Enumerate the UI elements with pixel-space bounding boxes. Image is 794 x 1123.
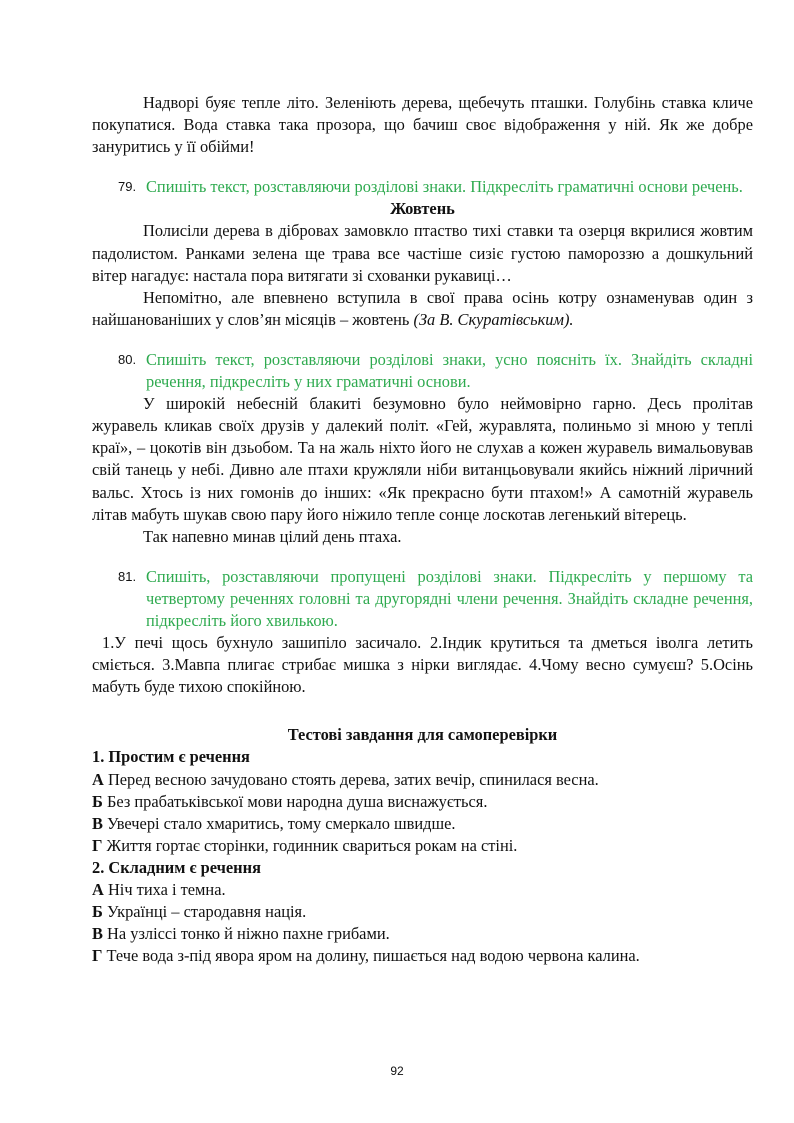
test-title: Тестові завдання для самоперевірки xyxy=(287,725,558,745)
task-80 xyxy=(92,349,753,393)
q2-option-a xyxy=(92,879,753,901)
task-81-sentences: 1.У печі щось бухнуло зашипіло засичало. 2.Індик крутиться та дметься іволга летить сміється. 3.Мавпа плигає стрибає мишка з нірки виглядає. 4.Чому весно сумуєш? 5.Осінь мабуть буде тихою спокійною. xyxy=(92,633,753,697)
task-81-number: 81. xyxy=(118,568,137,584)
task-81 xyxy=(92,566,753,632)
q2-option-b-letter: Б xyxy=(92,902,103,922)
q2-option-a-text: Ніч тиха і темна. xyxy=(103,880,226,899)
intro-paragraph: Надворі буяє тепле літо. Зеленіють дерева, щебечуть пташки. Голубінь ставка кличе покупатися. Вода ставка така прозора, що бачиш своє відображення у ній. Як же добре зануритись у її обійми! xyxy=(92,93,753,157)
test-question-2: 2. Складним є речення xyxy=(92,857,261,877)
q2-option-a-letter: А xyxy=(92,880,104,899)
task-79-instruction: Спишіть текст, розставляючи розділові знаки. Підкресліть граматичні основи речень. xyxy=(146,177,743,197)
task-81-instruction: Спишіть, розставляючи пропущені розділові знаки. Підкресліть у першому та четвертому реченнях головні та другорядні члени речення. Знайдіть складне речення, підкресліть його хвилькою. xyxy=(146,566,753,630)
task-80-paragraph-2: Так напевно минав цілий день птаха. xyxy=(143,526,402,546)
task-79 xyxy=(92,176,753,198)
task-79-paragraph-2-text: Непомітно, але впевнено вступила в свої права осінь котру ознаменував один з найшанованіших у слов’ян місяців – жовтень xyxy=(92,287,753,329)
task-79-author: (За В. Скуратівським). xyxy=(413,309,574,329)
q1-option-a-text: Перед весною зачудовано стоять дерева, затих вечір, спинилася весна. xyxy=(103,769,599,789)
q2-option-b xyxy=(92,901,753,923)
q1-option-d xyxy=(92,835,753,857)
task-80-number: 80. xyxy=(118,351,137,367)
task-79-paragraph-2 xyxy=(92,287,753,331)
q2-option-d xyxy=(92,945,753,967)
q1-option-b xyxy=(92,791,753,813)
q1-option-c xyxy=(92,813,753,835)
q2-option-d-text: Тече вода з-під явора яром на долину, пишається над водою червона калина. xyxy=(102,946,640,966)
q2-option-c xyxy=(92,923,753,945)
task-79-title: Жовтень xyxy=(390,199,455,219)
page-number: 92 xyxy=(390,1064,404,1078)
task-80-instruction: Спишіть текст, розставляючи розділові знаки, усно поясніть їх. Знайдіть складні речення, підкресліть у них граматичні основи. xyxy=(146,349,753,392)
task-79-number: 79. xyxy=(118,179,137,195)
task-79-paragraph-1: Полисіли дерева в дібровах замовкло птаство тихі ставки та озерця вкрилися жовтим падолистом. Ранками зелена ще трава все частіше сизіє густою памороззю а дошкульний вітер нагадує: настала пора витягати зі схованки рукавиці… xyxy=(92,221,753,285)
q2-option-c-text: На узліссі тонко й ніжно пахне грибами. xyxy=(102,924,390,944)
q2-option-d-letter: Г xyxy=(92,946,103,966)
q1-option-c-letter: В xyxy=(92,813,103,833)
test-question-1: 1. Простим є речення xyxy=(92,747,250,767)
q2-option-c-letter: В xyxy=(92,924,103,944)
q1-option-a xyxy=(92,769,753,791)
q1-option-d-letter: Г xyxy=(92,835,103,855)
q1-option-c-text: Увечері стало хмаритись, тому смеркало швидше. xyxy=(102,813,456,833)
q1-option-d-text: Життя гортає сторінки, годинник свариться рокам на стіні. xyxy=(102,835,518,855)
q1-option-b-letter: Б xyxy=(92,791,103,811)
q1-option-a-letter: А xyxy=(92,769,104,789)
task-80-paragraph-1: У широкій небесній блакиті безумовно було неймовірно гарно. Десь пролітав журавель кликав своїх друзів у далекий політ. «Гей, журавлята, полиньмо зі мною у теплі краї», – цокотів він дзьобом. Та на жаль ніхто його не слухав а кожен журавель вимальовував свій танець у небі. Дивно але птахи кружляли ніби витанцьовували якийсь ніжний ліричний вальс. Хтось із них гомонів до інших: «Як прекрасно бути птахом!» А самотній журавель літав мабуть шукав свою пару його ніжило тепле сонце лоскотав легенький вітерець. xyxy=(92,394,753,524)
q2-option-b-text: Українці – стародавня нація. xyxy=(102,902,307,922)
page-content xyxy=(92,92,753,967)
q1-option-b-text: Без прабатьківської мови народна душа виснажується. xyxy=(102,791,488,811)
